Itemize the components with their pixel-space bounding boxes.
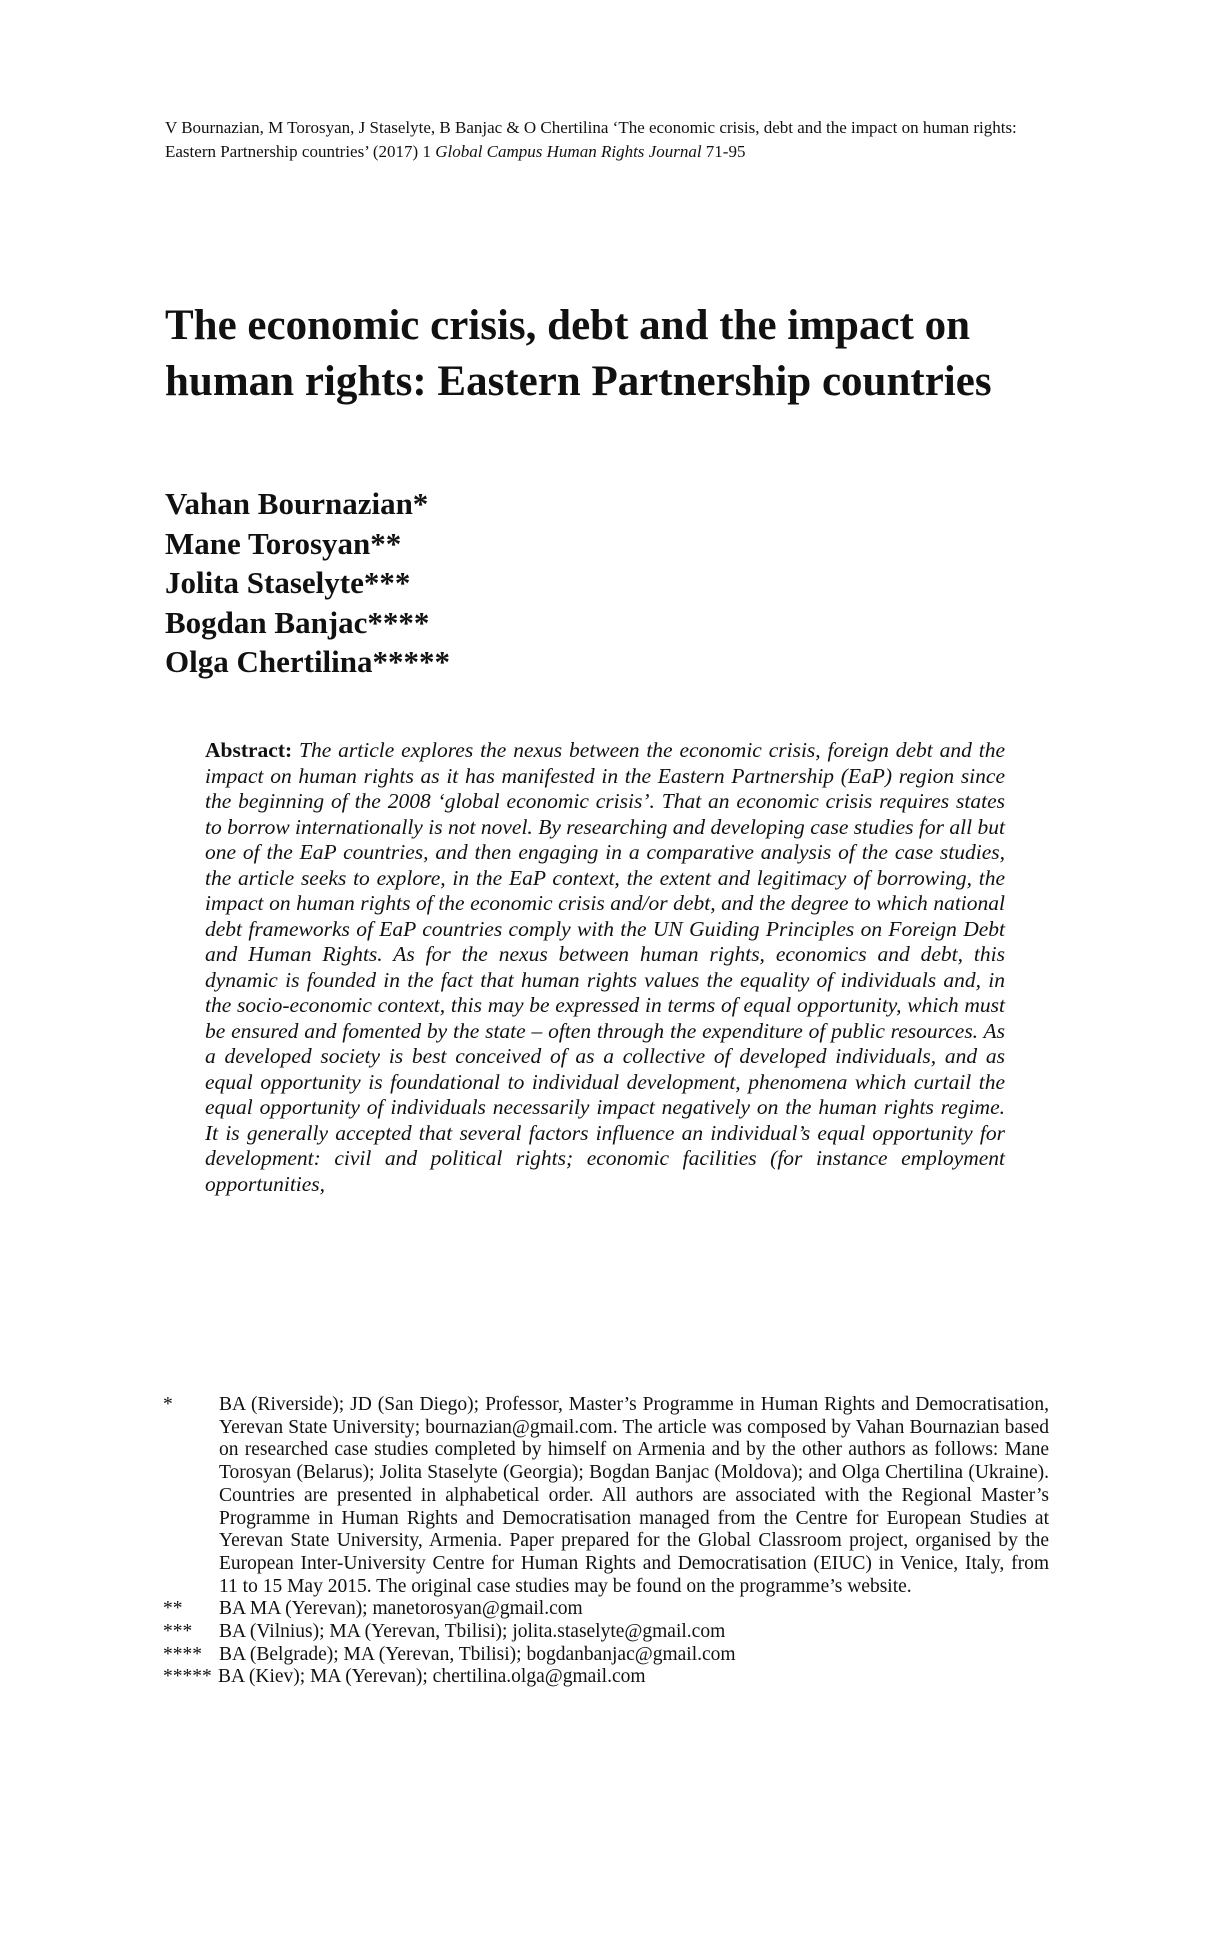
footnote <box>163 1394 1049 1598</box>
citation-pages: 71-95 <box>701 142 746 161</box>
footnote-mark: ** <box>163 1598 183 1620</box>
footnote <box>163 1666 1049 1689</box>
footnote-text: BA (Vilnius); MA (Yerevan, Tbilisi); jolita.staselyte@gmail.com <box>219 1621 726 1643</box>
footnotes <box>163 1394 1049 1689</box>
footnote-mark: **** <box>163 1643 202 1665</box>
author-name: Mane Torosyan** <box>165 525 402 561</box>
footnote <box>163 1621 1049 1644</box>
author-name: Olga Chertilina***** <box>165 644 451 679</box>
abstract <box>205 738 1005 1197</box>
abstract-text: The article explores the nexus between the economic crisis, foreign debt and the impact on human rights as it has manifested in the Eastern Partnership (EaP) region since the beginning of the 2008 ‘global economic crisis’. That an economic crisis requires states to borrow internationally is not novel. By researching and developing case studies for all but one of the EaP countries, and then engaging in a comparative analysis of the case studies, the article seeks to explore, in the EaP context, the extent and legitimacy of borrowing, the impact on human rights of the economic crisis and/or debt, and the degree to which national debt frameworks of EaP countries comply with the UN Guiding Principles on Foreign Debt and Human Rights. As for the nexus between human rights, economics and debt, this dynamic is founded in the fact that human rights values the equality of individuals and, in the socio-economic context, this may be expressed in terms of equal opportunity, which must be ensured and fomented by the state – often through the expenditure of public resources. As a developed society is best conceived of as a collective of developed individuals, and as equal opportunity is foundational to individual development, phenomena which curtail the equal opportunity of individuals necessarily impact negatively on the human rights regime. It is generally accepted that several factors influence an individual’s equal opportunity for development: civil and political rights; economic facilities (for instance employment opportunities, <box>205 738 1005 1196</box>
citation-authors-title: V Bournazian, M Torosyan, J Staselyte, B Banjac & O Chertilina ‘The economic crisis, debt and the impact on human rights: Eastern Partnership countries’ (2017) 1 <box>165 118 1017 161</box>
footnote-text: BA (Belgrade); MA (Yerevan, Tbilisi); bogdanbanjac@gmail.com <box>219 1643 736 1665</box>
footnote-text: BA (Riverside); JD (San Diego); Professor, Master’s Programme in Human Rights and Democratisation, Yerevan State University; bournazian@gmail.com. The article was composed by Vahan Bournazian based on researched case studies completed by himself on Armenia and by the other authors as follows: Mane Torosyan (Belarus); Jolita Staselyte (Georgia); Bogdan Banjac (Moldova); and Olga Chertilina (Ukraine). Countries are presented in alphabetical order. All authors are associated with the Regional Master’s Programme in Human Rights and Democratisation managed from the Centre for European Studies at Yerevan State University, Armenia. Paper prepared for the Global Classroom project, organised by the European Inter-University Centre for Human Rights and Democratisation (EIUC) in Venice, Italy, from 11 to 15 May 2015. The original case studies may be found on the programme’s website. <box>219 1394 1049 1597</box>
author-list <box>165 484 865 682</box>
author-name: Jolita Staselyte*** <box>165 565 411 600</box>
running-citation <box>165 116 1065 164</box>
footnote-mark: *** <box>163 1621 193 1643</box>
author-name: Vahan Bournazian* <box>165 486 429 521</box>
footnote <box>163 1598 1049 1621</box>
citation-journal: Global Campus Human Rights Journal <box>435 142 702 161</box>
footnote <box>163 1644 1049 1667</box>
footnote-mark: ***** <box>163 1666 212 1688</box>
footnote-text: BA MA (Yerevan); manetorosyan@gmail.com <box>219 1598 583 1620</box>
article-title: The economic crisis, debt and the impact on human rights: Eastern Partnership countries <box>165 302 992 405</box>
author-name: Bogdan Banjac**** <box>165 604 430 640</box>
footnote-text: BA (Kiev); MA (Yerevan); chertilina.olga@gmail.com <box>218 1666 646 1688</box>
footnote-mark: * <box>163 1394 173 1415</box>
abstract-label: Abstract: <box>205 738 293 762</box>
